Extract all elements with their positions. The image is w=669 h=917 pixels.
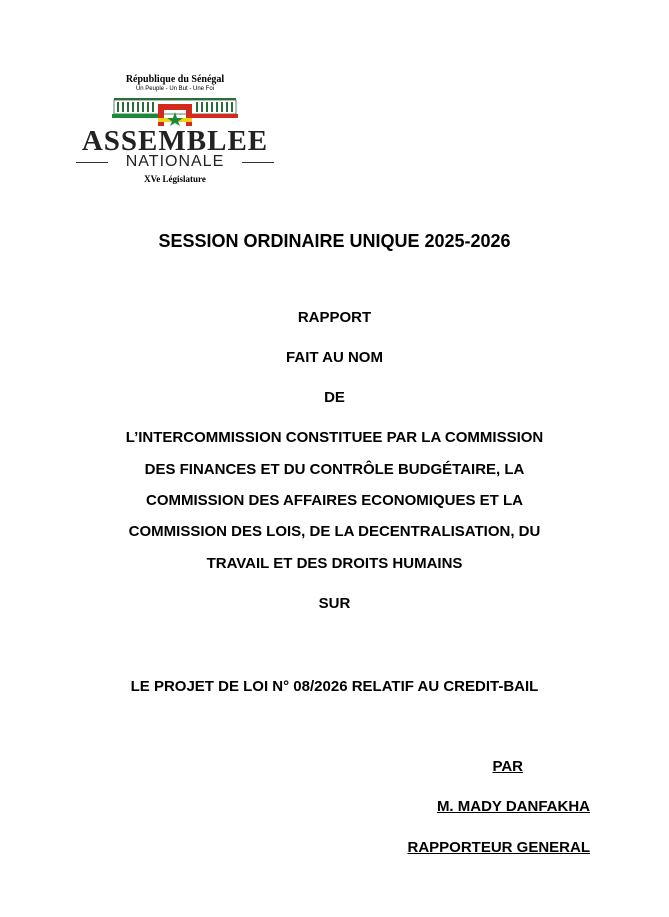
logo-assemblee-text: ASSEMBLEE — [81, 125, 269, 157]
projet-de-loi-title: LE PROJET DE LOI N° 08/2026 RELATIF AU CREDIT-BAIL — [130, 678, 539, 695]
session-title: SESSION ORDINAIRE UNIQUE 2025-2026 — [158, 231, 511, 251]
intercommission-line: DES FINANCES ET DU CONTRÔLE BUDGÉTAIRE, LA — [144, 461, 525, 478]
de-heading: DE — [324, 389, 345, 406]
sur-heading: SUR — [318, 595, 351, 612]
parliament-building-icon — [112, 94, 238, 126]
intercommission-line: TRAVAIL ET DES DROITS HUMAINS — [206, 555, 463, 572]
intercommission-line: COMMISSION DES AFFAIRES ECONOMIQUES ET LA — [146, 492, 523, 509]
intercommission-line: L’INTERCOMMISSION CONSTITUEE PAR LA COMMISSION — [125, 429, 544, 446]
rapport-heading: RAPPORT — [297, 309, 372, 326]
assemblee-nationale-logo — [72, 72, 278, 190]
intercommission-line: COMMISSION DES LOIS, DE LA DECENTRALISATION, DU — [128, 523, 541, 540]
logo-republic-text: République du Sénégal — [125, 74, 225, 85]
rapporteur-role: RAPPORTEUR GENERAL — [407, 839, 590, 856]
logo-motto-text: Un Peuple - Un But - Une Foi — [135, 86, 215, 92]
logo-divider-right — [242, 162, 274, 163]
fait-au-nom-heading: FAIT AU NOM — [286, 349, 383, 366]
logo-nationale-text: NATIONALE — [125, 153, 225, 170]
logo-legislature-text: XVe Législature — [144, 174, 206, 184]
par-label: PAR — [492, 758, 523, 775]
rapporteur-name: M. MADY DANFAKHA — [436, 798, 590, 815]
logo-nationale-row — [72, 154, 278, 170]
